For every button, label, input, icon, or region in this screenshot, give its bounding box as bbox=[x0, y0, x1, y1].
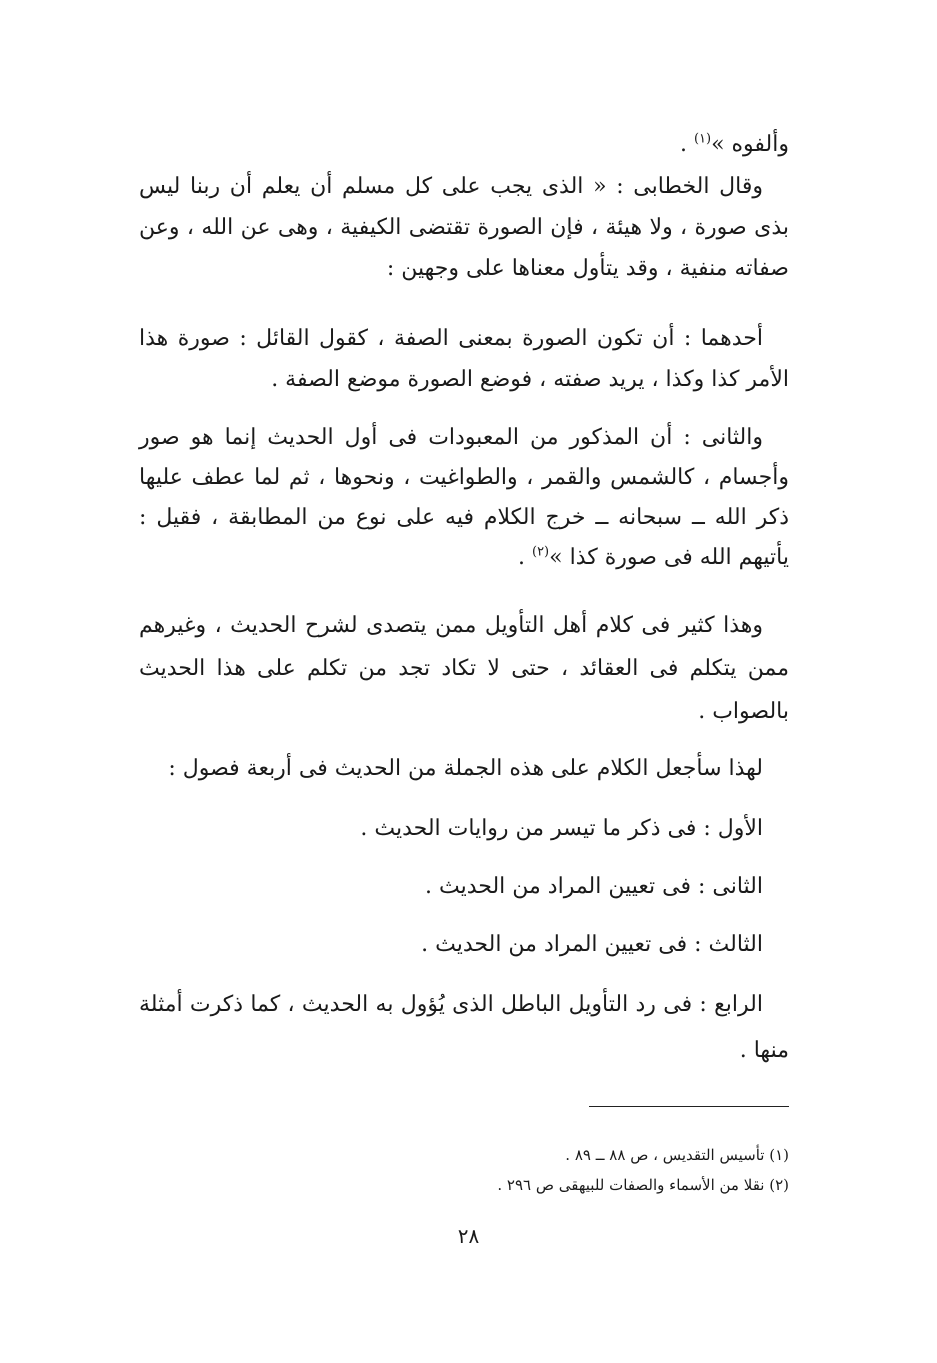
paragraph-continuation bbox=[139, 124, 789, 166]
chapter-four bbox=[139, 982, 789, 1074]
list-item: الثالث : فى تعيين المراد من الحديث . bbox=[421, 932, 763, 957]
footnotes bbox=[139, 1140, 789, 1200]
chapter-two bbox=[139, 866, 789, 908]
paragraph-four-chapters bbox=[139, 748, 789, 790]
page-number: ٢٨ bbox=[457, 1224, 480, 1248]
paragraph: أحدهما : أن تكون الصورة بمعنى الصفة ، كقول القائل : صورة هذا الأمر كذا وكذا ، يريد صفته ، فوضع الصورة موضع الصفة . bbox=[139, 326, 789, 392]
footnote-1: (١) تأسيس التقديس ، ص ٨٨ ــ ٨٩ . bbox=[565, 1146, 789, 1164]
chapter-three bbox=[139, 924, 789, 966]
paragraph bbox=[139, 418, 789, 578]
footnote-ref-2: (٢) bbox=[531, 544, 550, 560]
footnote-divider bbox=[589, 1106, 789, 1107]
paragraph-text: وألفوه » bbox=[711, 132, 789, 157]
paragraph-end: . bbox=[679, 132, 694, 157]
footnote-2: (٢) نقلا من الأسماء والصفات للبيهقى ص ٢٩٦ . bbox=[497, 1176, 789, 1194]
footnote-ref-1: (١) bbox=[693, 131, 712, 147]
paragraph-second-meaning bbox=[139, 418, 789, 578]
paragraph-khattabi bbox=[139, 166, 789, 289]
paragraph-end: . bbox=[517, 545, 532, 570]
list-item: الرابع : فى رد التأويل الباطل الذى يُؤول به الحديث ، كما ذكرت أمثلة منها . bbox=[139, 992, 789, 1063]
paragraph: وهذا كثير فى كلام أهل التأويل ممن يتصدى لشرح الحديث ، وغيرهم ممن يتكلم فى العقائد ، حتى لا تكاد تجد من تكلم على هذا الحديث بالصواب . bbox=[139, 613, 789, 724]
paragraph: وقال الخطابى : « الذى يجب على كل مسلم أن يعلم أن ربنا ليس بذى صورة ، ولا هيئة ، فإن الصورة تقتضى الكيفية ، وهى عن الله ، وعن صفاته منفية ، وقد يتأول معناها على وجهين : bbox=[139, 174, 789, 281]
paragraph: لهذا سأجعل الكلام على هذه الجملة من الحديث فى أربعة فصول : bbox=[168, 756, 763, 781]
list-item: الأول : فى ذكر ما تيسر من روايات الحديث . bbox=[360, 816, 763, 841]
paragraph-text: والثانى : أن المذكور من المعبودات فى أول الحديث إنما هو صور وأجسام ، كالشمس والقمر ، والطواغيت ، ونحوها ، ثم لما عطف عليها ذكر الله ــ سبحانه ــ خرج الكلام فيه على نوع من المطابقة ، فقيل : يأتيهم الله فى صورة كذا » bbox=[139, 425, 789, 570]
main-text bbox=[139, 124, 789, 166]
paragraph-ahl-tawil bbox=[139, 604, 789, 733]
paragraph-first-meaning bbox=[139, 318, 789, 400]
list-item: الثانى : فى تعيين المراد من الحديث . bbox=[425, 874, 763, 899]
chapter-one bbox=[139, 808, 789, 850]
